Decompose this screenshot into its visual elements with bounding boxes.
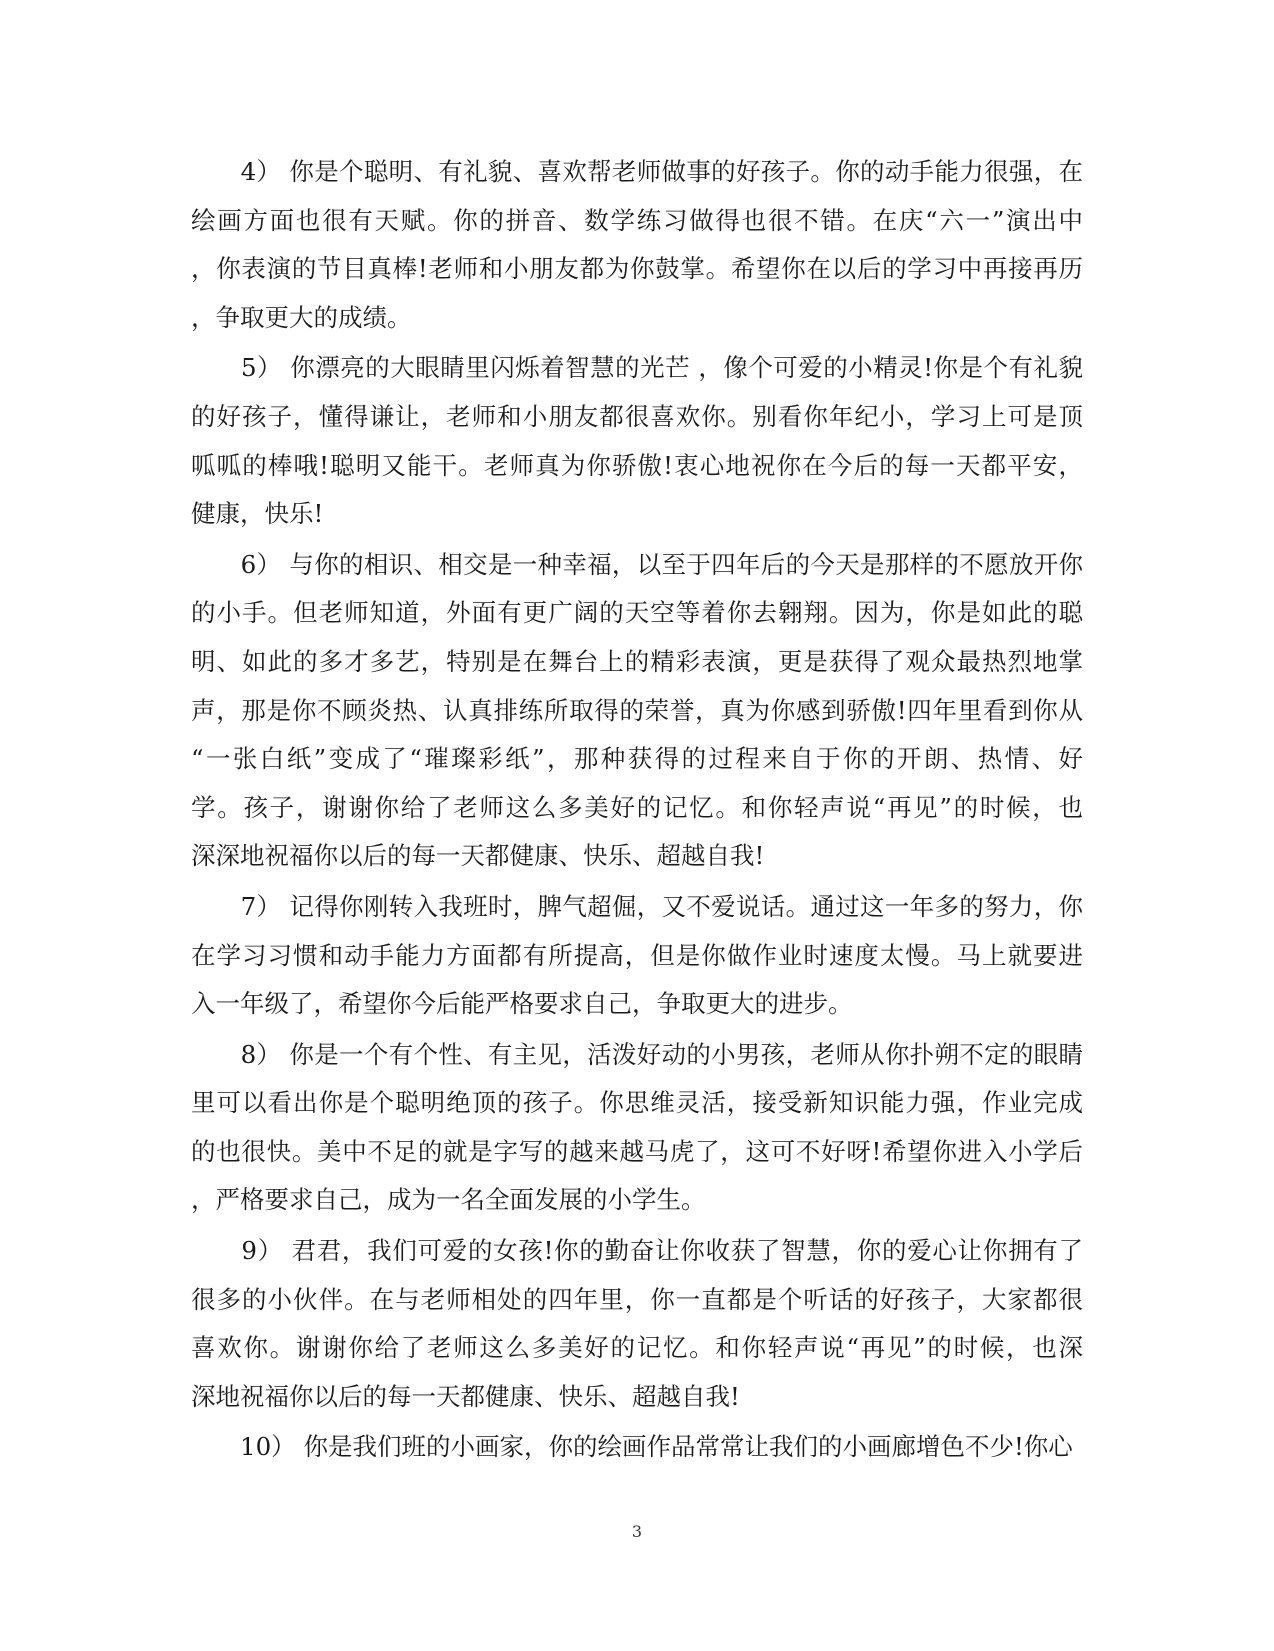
text-line: 的小手。但老师知道，外面有更广阔的天空等着你去翱翔。因为，你是如此的聪 xyxy=(191,598,1083,628)
text-line: 6） 与你的相识、相交是一种幸福，以至于四年后的今天是那样的不愿放开你 xyxy=(191,549,1083,579)
text-line: 呱呱的棒哦!聪明又能干。老师真为你骄傲!衷心地祝你在今后的每一天都平安， xyxy=(191,450,1083,480)
text-line: 的好孩子，懂得谦让，老师和小朋友都很喜欢你。别看你年纪小，学习上可是顶 xyxy=(191,401,1083,431)
paragraph xyxy=(191,148,1083,342)
text-line: 4） 你是个聪明、有礼貌、喜欢帮老师做事的好孩子。你的动手能力很强，在 xyxy=(191,157,1083,186)
text-line: 绘画方面也很有天赋。你的拼音、数学练习做得也很不错。在庆“六一”演出中 xyxy=(191,205,1083,235)
paragraph xyxy=(191,1031,1083,1225)
text-line: 入一年级了，希望你今后能严格要求自己，争取更大的进步。 xyxy=(191,989,853,1019)
text-line: 明、如此的多才多艺，特别是在舞台上的精彩表演，更是获得了观众最热烈地掌 xyxy=(191,646,1083,676)
text-line: 深地祝福你以后的每一天都健康、快乐、超越自我! xyxy=(191,1381,740,1411)
text-line: ，你表演的节目真棒!老师和小朋友都为你鼓掌。希望你在以后的学习中再接再历 xyxy=(191,254,1083,284)
text-line: 很多的小伙伴。在与老师相处的四年里，你一直都是个听话的好孩子，大家都很 xyxy=(191,1284,1083,1314)
text-line: 8） 你是一个有个性、有主见，活泼好动的小男孩，老师从你扑朔不定的眼睛 xyxy=(191,1039,1083,1069)
text-line: 5） 你漂亮的大眼睛里闪烁着智慧的光芒 ，像个可爱的小精灵!你是个有礼貌 xyxy=(191,353,1083,383)
text-line: ，争取更大的成绩。 xyxy=(191,302,412,332)
page-number: 3 xyxy=(631,1522,643,1541)
text-line: 声，那是你不顾炎热、认真排练所取得的荣誉，真为你感到骄傲!四年里看到你从 xyxy=(191,695,1083,725)
text-line: 在学习习惯和动手能力方面都有所提高，但是你做作业时速度太慢。马上就要进 xyxy=(191,940,1083,970)
paragraph xyxy=(191,541,1083,881)
text-line: 喜欢你。谢谢你给了老师这么多美好的记忆。和你轻声说“再见”的时候，也深 xyxy=(191,1333,1083,1363)
paragraph xyxy=(191,1423,1083,1472)
paragraph xyxy=(191,1227,1083,1421)
text-line: 学。孩子，谢谢你给了老师这么多美好的记忆。和你轻声说“再见”的时候，也 xyxy=(191,792,1083,822)
text-line: 里可以看出你是个聪明绝顶的孩子。你思维灵活，接受新知识能力强，作业完成 xyxy=(191,1088,1083,1118)
text-line: 的也很快。美中不足的就是字写的越来越马虎了，这可不好呀!希望你进入小学后 xyxy=(191,1136,1083,1166)
text-line: 健康，快乐! xyxy=(191,499,324,529)
text-line: 9） 君君，我们可爱的女孩!你的勤奋让你收获了智慧，你的爱心让你拥有了 xyxy=(191,1236,1083,1266)
text-line: ，严格要求自己，成为一名全面发展的小学生。 xyxy=(191,1185,706,1215)
paragraph xyxy=(191,344,1083,538)
body-text xyxy=(191,148,1083,1474)
text-line: “一张白纸”变成了“璀璨彩纸”，那种获得的过程来自于你的开朗、热情、好 xyxy=(191,744,1083,774)
text-line: 10） 你是我们班的小画家，你的绘画作品常常让我们的小画廊增色不少!你心 xyxy=(191,1432,1073,1462)
paragraph xyxy=(191,883,1083,1029)
text-line: 深深地祝福你以后的每一天都健康、快乐、超越自我! xyxy=(191,841,765,871)
text-line: 7） 记得你刚转入我班时，脾气超倔，又不爱说话。通过这一年多的努力，你 xyxy=(191,891,1083,921)
